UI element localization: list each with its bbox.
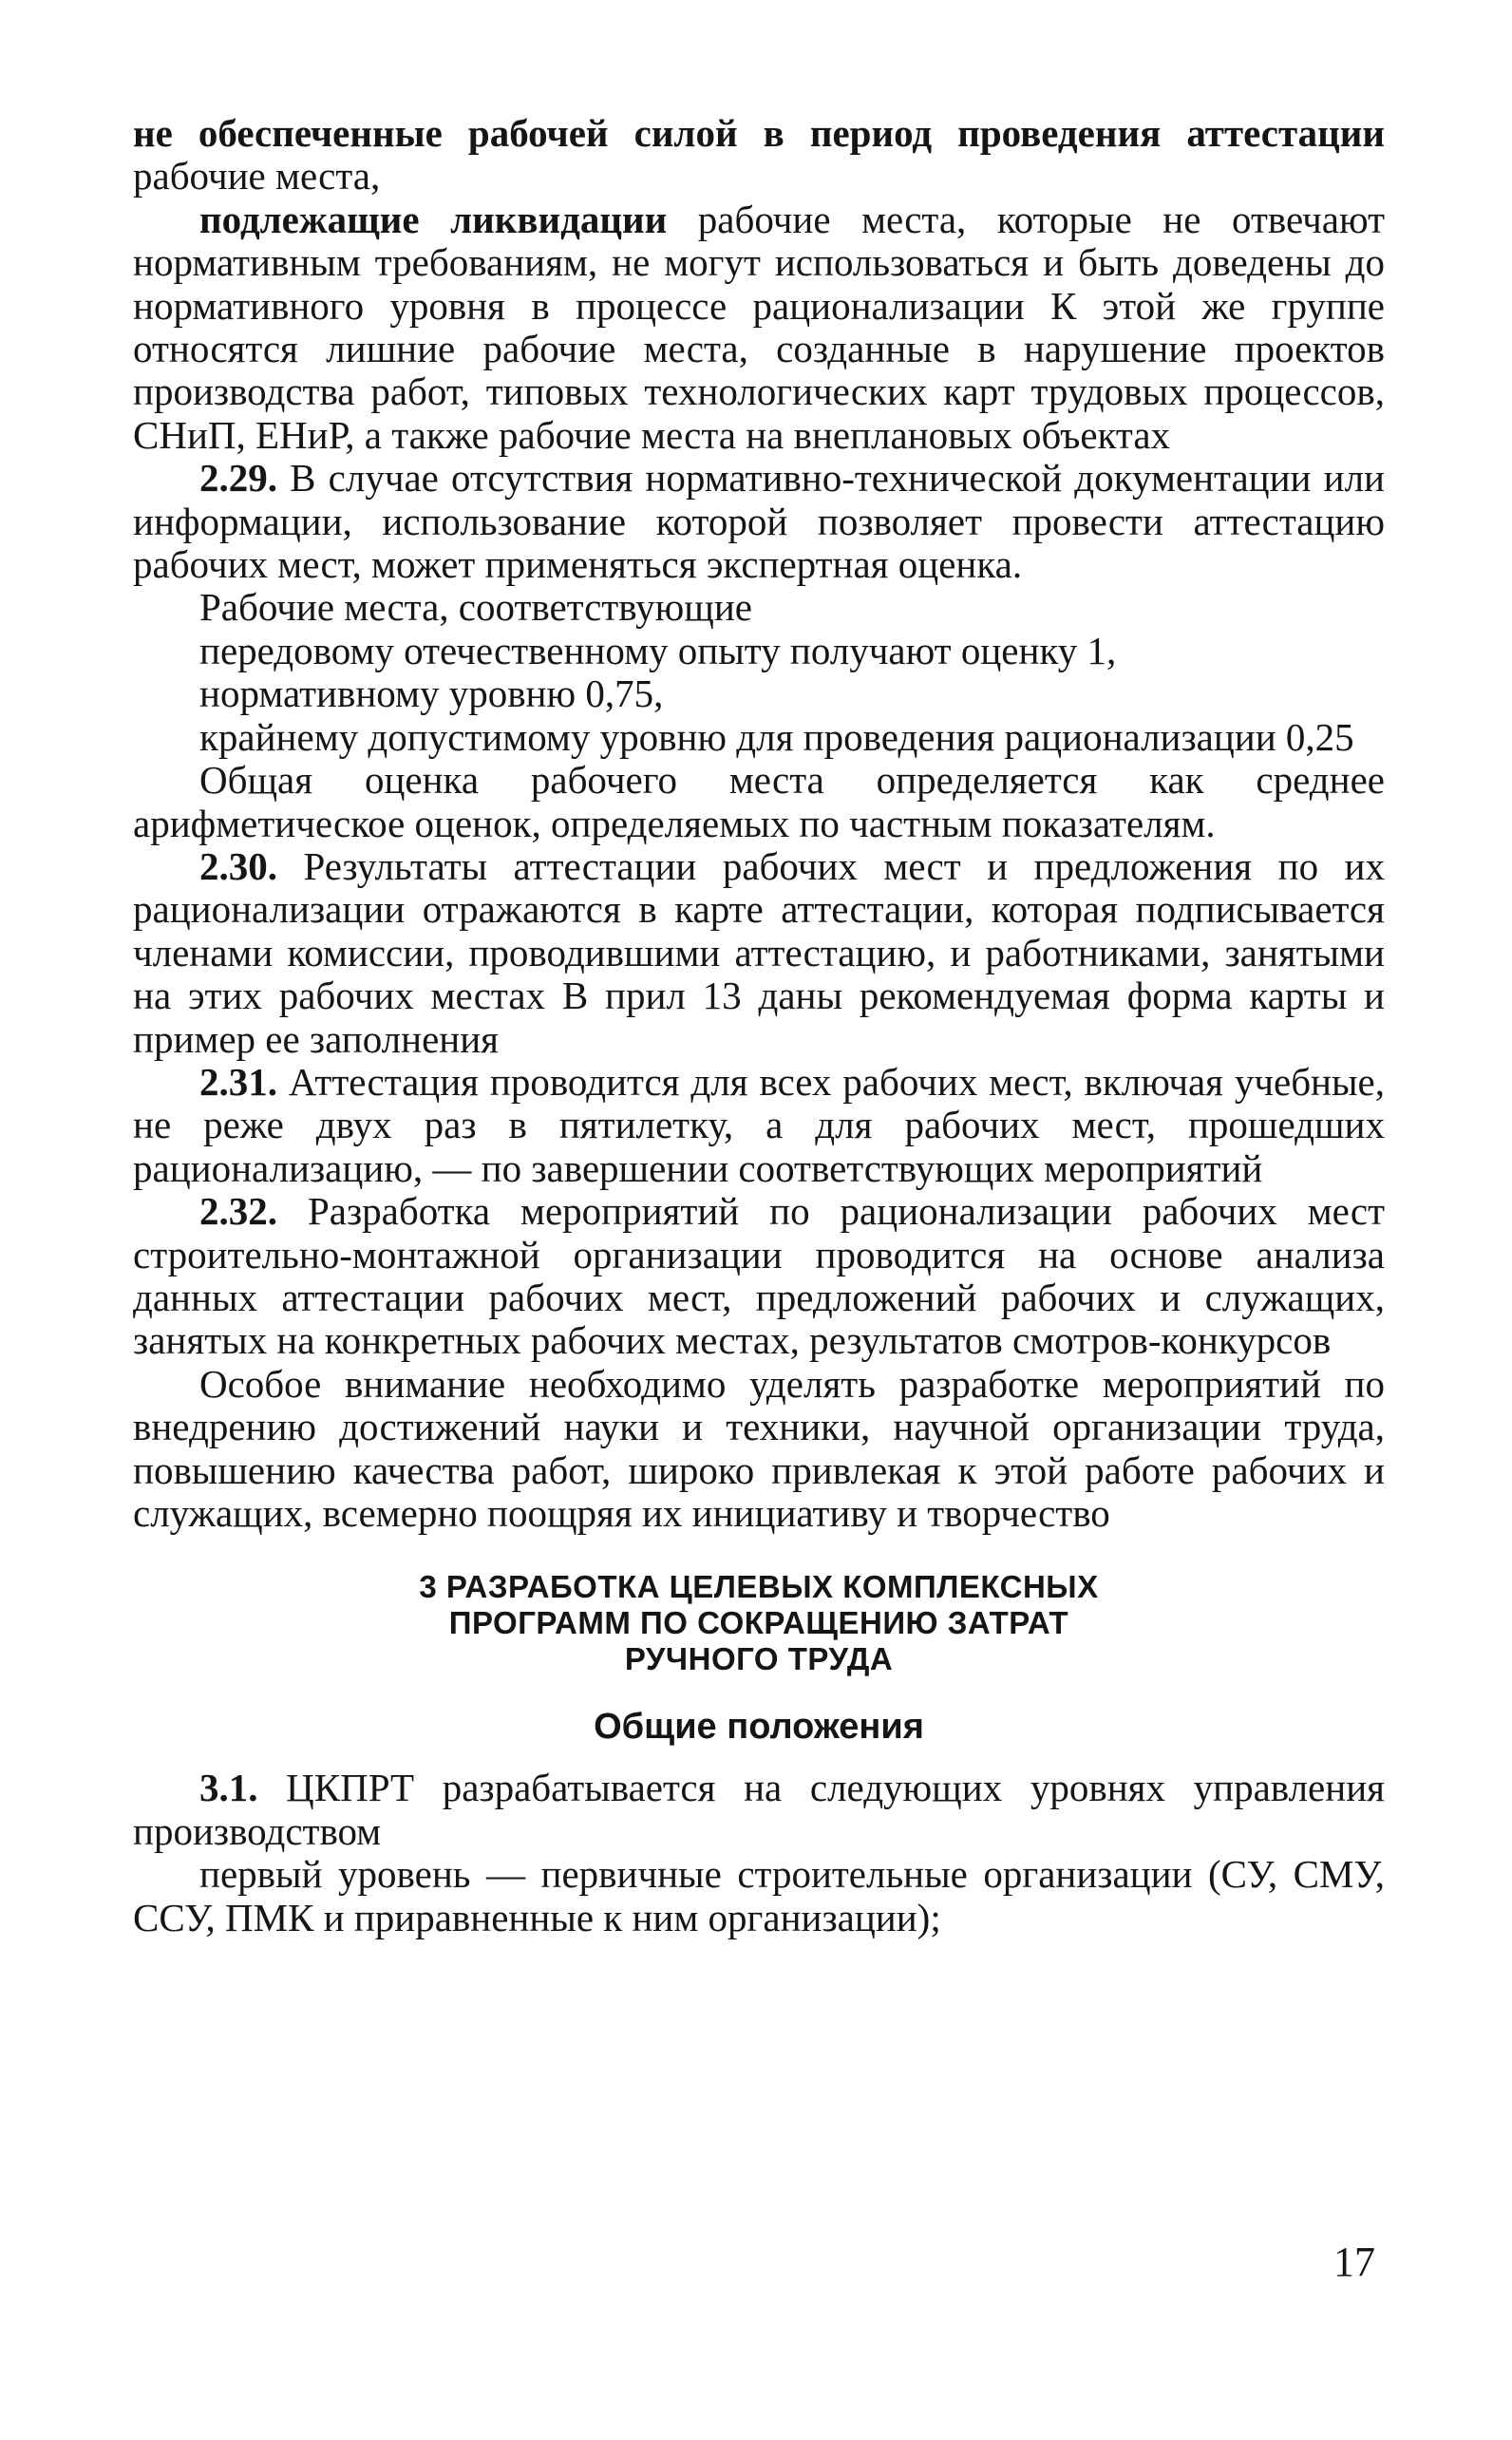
paragraph-body: Особое внимание необходимо уделять разработке мероприятий по внедрению достижений науки и техники, научной организации труда, повышению качества работ, широко привлекая к этой работе рабочих и служащих, всемерно поощряя их инициативу и творчество xyxy=(133,1361,1385,1535)
paragraph-lead: 2.31. xyxy=(199,1059,277,1104)
paragraph-body: крайнему допустимому уровню для проведения рационализации 0,25 xyxy=(199,714,1354,759)
paragraph-body: Аттестация проводится для всех рабочих мест, включая учебные, не реже двух раз в пятилетку, а для рабочих мест, прошедших рационализацию, — по завершении соответствующих мероприятий xyxy=(133,1059,1385,1190)
paragraph-lead: 2.30. xyxy=(199,843,277,888)
paragraph-body: В случае отсутствия нормативно-технической документации или информации, использование которой позволяет провести аттестацию рабочих мест, может применяться экспертная оценка. xyxy=(133,456,1385,587)
paragraph-body: Рабочие места, соответствующие xyxy=(199,585,753,630)
paragraph xyxy=(133,716,1385,759)
paragraph xyxy=(133,1767,1385,1853)
paragraph xyxy=(133,672,1385,715)
paragraph-body: ЦКПРТ разрабатывается на следующих уровнях управления производством xyxy=(133,1766,1385,1853)
paragraph xyxy=(133,112,1385,199)
paragraph-lead: подлежащие ликвидации xyxy=(199,197,668,241)
section-heading-line: РУЧНОГО ТРУДА xyxy=(624,1641,894,1677)
paragraph-lead: 3.1. xyxy=(199,1766,258,1810)
paragraph xyxy=(133,586,1385,629)
paragraph xyxy=(133,630,1385,672)
paragraph xyxy=(133,1853,1385,1939)
paragraph-lead: 2.32. xyxy=(199,1189,277,1234)
section-heading-line: ПРОГРАММ ПО СОКРАЩЕНИЮ ЗАТРАТ xyxy=(448,1605,1069,1641)
paragraph xyxy=(133,759,1385,845)
paragraph xyxy=(133,845,1385,1061)
paragraph-body: первый уровень — первичные строительные организации (СУ, СМУ, ССУ, ПМК и приравненные к ним организации); xyxy=(133,1852,1385,1939)
paragraph-body: Общая оценка рабочего места определяется как среднее арифметическое оценок, определяемых по частным показателям. xyxy=(133,758,1385,845)
paragraph-body: Разработка мероприятий по рационализации рабочих мест строительно-монтажной организации проводится на основе анализа данных аттестации рабочих мест, предложений рабочих и служащих, занятых на конкретных рабочих местах, результатов смотров-конкурсов xyxy=(133,1189,1385,1363)
paragraph xyxy=(133,457,1385,586)
paragraph-body: нормативному уровню 0,75, xyxy=(199,671,664,716)
paragraph xyxy=(133,1190,1385,1363)
paragraph-lead: 2.29. xyxy=(199,456,277,501)
body-text xyxy=(133,112,1385,1939)
paragraph-lead: не обеспеченные рабочей силой в период проведения аттестации xyxy=(133,111,1385,155)
paragraph-body: передовому отечественному опыту получают оценку 1, xyxy=(199,628,1117,672)
paragraph xyxy=(133,1061,1385,1190)
paragraph xyxy=(133,1363,1385,1536)
section-heading xyxy=(133,1569,1385,1677)
page-number: 17 xyxy=(1333,2239,1375,2285)
section-heading-line: 3 РАЗРАБОТКА ЦЕЛЕВЫХ КОМПЛЕКСНЫХ xyxy=(419,1569,1099,1605)
paragraph-body: Результаты аттестации рабочих мест и предложения по их рационализации отражаются в карте аттестации, которая подписывается членами комиссии, проводившими аттестацию, и работниками, занятыми на этих рабочих местах В прил 13 даны рекомендуемая форма карты и пример ее заполнения xyxy=(133,843,1385,1061)
paragraph-body: рабочие места, которые не отвечают нормативным требованиям, не могут использоваться и быть доведены до нормативного уровня в процессе рационализации К этой же группе относятся лишние рабочие места, созданные в нарушение проектов производства работ, типовых технологических карт трудовых процессов, СНиП, ЕНиР, а также рабочие места на внеплановых объектах xyxy=(133,197,1385,457)
paragraph-body: рабочие места, xyxy=(133,154,381,199)
paragraph xyxy=(133,199,1385,457)
subsection-heading: Общие положения xyxy=(594,1707,924,1748)
